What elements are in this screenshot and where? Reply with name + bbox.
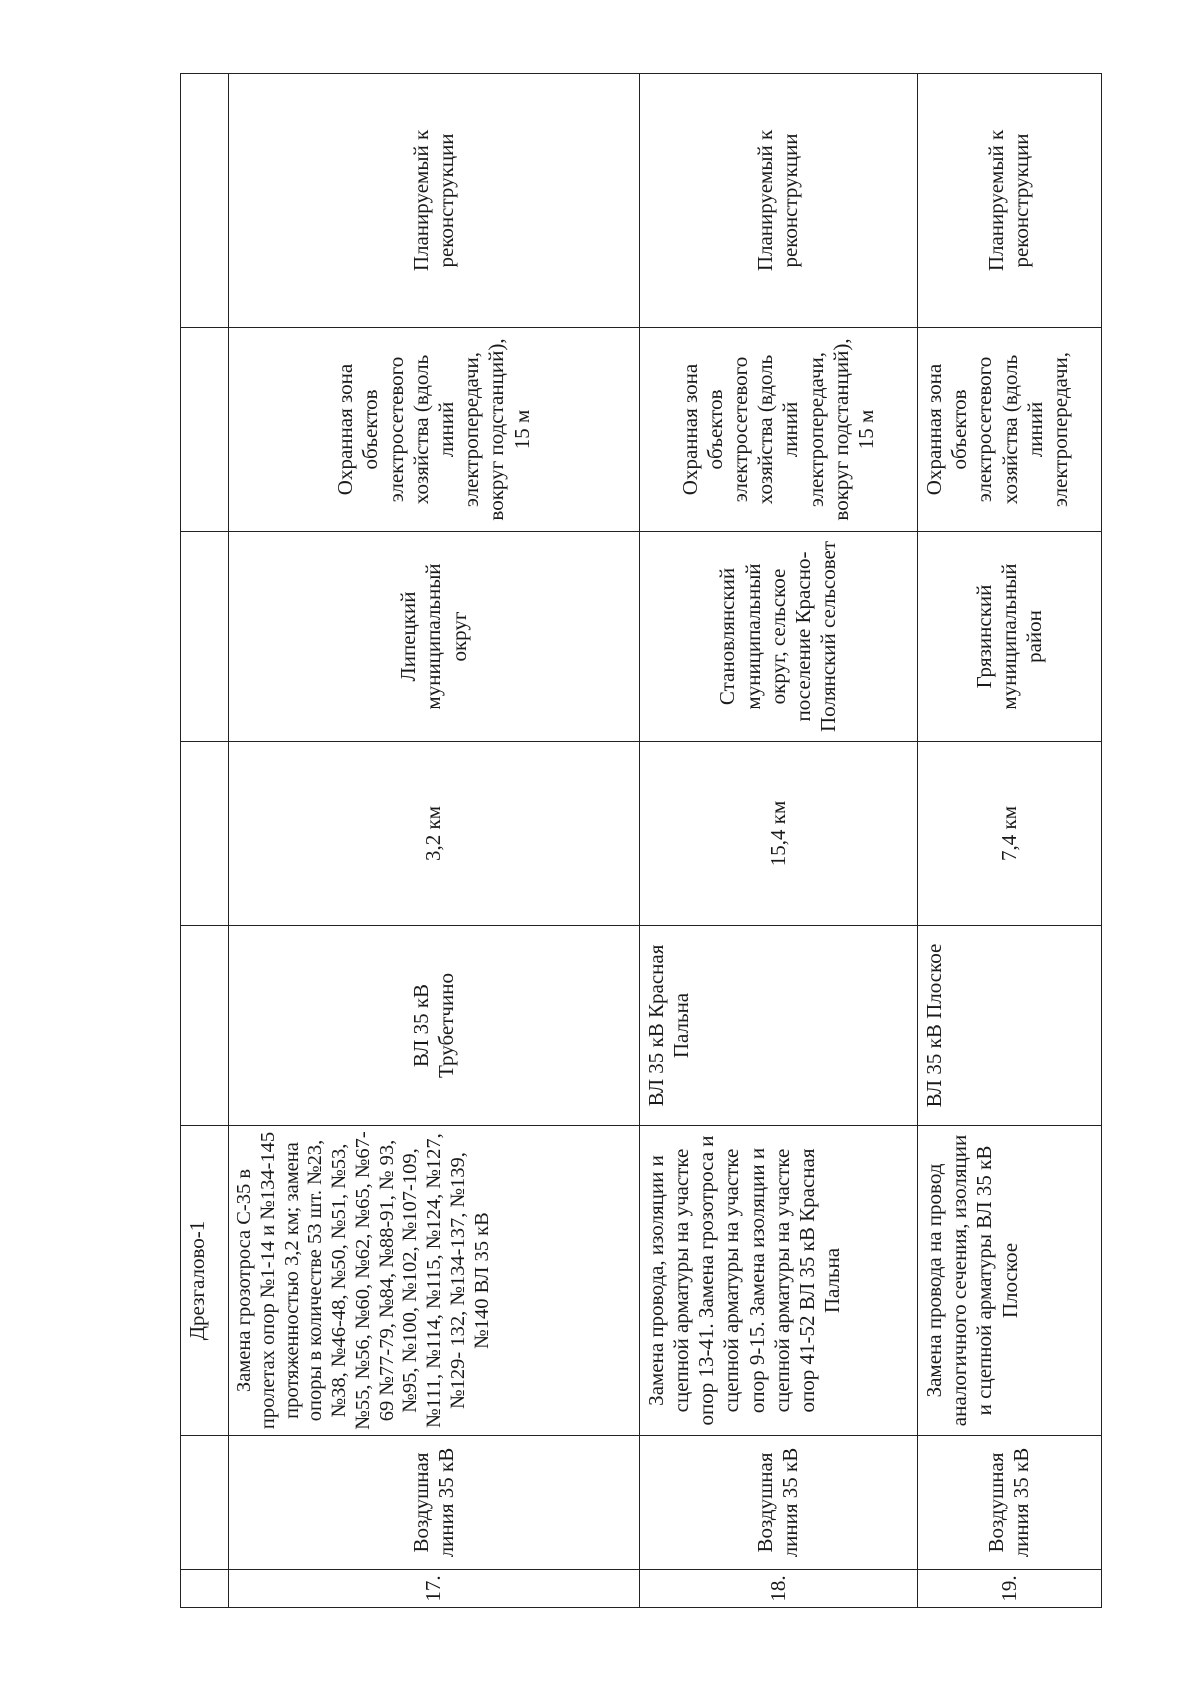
- location: Становлянский муниципальный округ, сельское поселение Красно-Полянский сельсовет: [639, 532, 917, 742]
- header-cell-num: [181, 1570, 229, 1608]
- line-length: 7,4 км: [917, 742, 1101, 926]
- table-row: [917, 74, 1101, 1608]
- table-row: [229, 74, 640, 1608]
- protection-zone: Охранная зона объектов электросетевого хозяйства (вдоль линий электропередачи,: [917, 328, 1101, 532]
- object-name: ВЛ 35 кВ Трубетчино: [229, 926, 640, 1126]
- row-number: 17.: [229, 1570, 640, 1608]
- header-cell-zone: [181, 328, 229, 532]
- line-length: 15,4 км: [639, 742, 917, 926]
- status: Планируемый к реконструкции: [639, 74, 917, 328]
- work-description: Замена провода на провод аналогичного сечения, изоляции и сцепной арматуры ВЛ 35 кВ Плоское: [917, 1126, 1101, 1436]
- line-type: Воздушная линия 35 кВ: [229, 1436, 640, 1570]
- row-number: 18.: [639, 1570, 917, 1608]
- header-cell-status: [181, 74, 229, 328]
- protection-zone: Охранная зона объектов электросетевого хозяйства (вдоль линий электропередачи, вокруг подстанций), 15 м: [639, 328, 917, 532]
- header-cell-length: [181, 742, 229, 926]
- objects-table: [180, 73, 1102, 1608]
- line-length: 3,2 км: [229, 742, 640, 926]
- status: Планируемый к реконструкции: [917, 74, 1101, 328]
- header-cell-type: [181, 1436, 229, 1570]
- table-header-row: [181, 74, 229, 1608]
- table-row: [639, 74, 917, 1608]
- work-description: Замена провода, изоляции и сцепной арматуры на участке опор 13-41. Замена грозотроса и сцепной арматуры на участке опор 9-15. Замена изоляции и сцепной арматуры на участке опор 41-52 ВЛ 35 кВ Красная Пальна: [639, 1126, 917, 1436]
- work-description: Замена грозотроса С-35 в пролетах опор №1-14 и №134-145 протяженностью 3,2 км; замена опоры в количестве 53 шт. №23, №38, №46-48, №50, №51, №53, №55, №56, №60, №62, №65, №67-69 №77-79, №84, №88-91, № 93, №95, №100, №102, №107-109, №111, №114, №115, №124, №127, №129- 132, №134-137, №139, №140 ВЛ 35 кВ: [229, 1126, 640, 1436]
- row-number: 19.: [917, 1570, 1101, 1608]
- header-line-name: Дрезгалово-1: [181, 1126, 229, 1436]
- rotated-table-sheet: [180, 74, 1102, 1608]
- object-name: ВЛ 35 кВ Красная Пальна: [639, 926, 917, 1126]
- protection-zone: Охранная зона объектов электросетевого хозяйства (вдоль линий электропередачи, вокруг подстанций), 15 м: [229, 328, 640, 532]
- location: Липецкий муниципальный округ: [229, 532, 640, 742]
- header-cell-location: [181, 532, 229, 742]
- location: Грязинский муниципальный район: [917, 532, 1101, 742]
- header-cell-object: [181, 926, 229, 1126]
- status: Планируемый к реконструкции: [229, 74, 640, 328]
- object-name: ВЛ 35 кВ Плоское: [917, 926, 1101, 1126]
- line-type: Воздушная линия 35 кВ: [917, 1436, 1101, 1570]
- line-type: Воздушная линия 35 кВ: [639, 1436, 917, 1570]
